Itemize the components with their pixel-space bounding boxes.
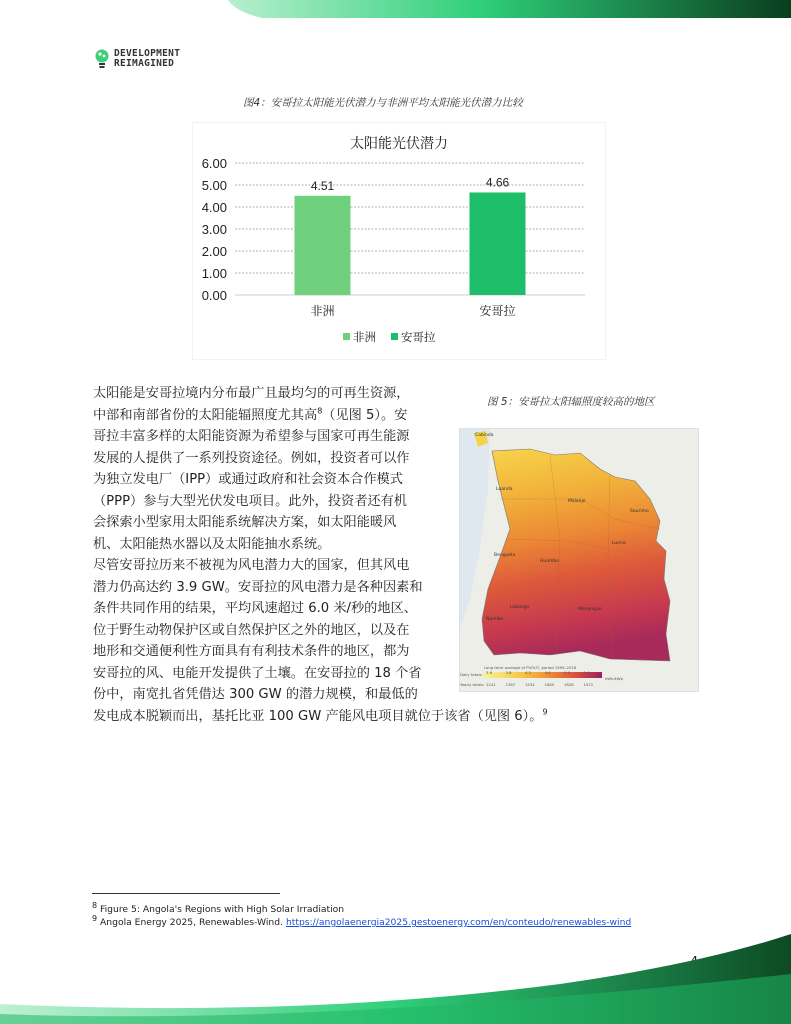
- map-label-luanda: Luanda: [496, 487, 513, 492]
- x-tick-label: 安哥拉: [479, 304, 516, 318]
- map-label-malanje: Malanje: [568, 499, 586, 504]
- footer-swoosh: [0, 934, 791, 1024]
- map-legend-unit: kWh/kWp: [605, 676, 624, 681]
- legend-label: 安哥拉: [401, 330, 436, 344]
- legend-daily-value: 5.4: [583, 670, 590, 675]
- footnote-ref-9[interactable]: 9: [542, 707, 548, 717]
- bar: [295, 196, 351, 295]
- map-label-lubango: Lubango: [510, 605, 530, 610]
- bar: [470, 192, 526, 295]
- y-tick-label: 1.00: [201, 266, 227, 281]
- y-tick-label: 2.00: [201, 244, 227, 259]
- p2-line: 发电成本脱颖而出，基托比亚 100 GW 产能风电项目就位于该省（见图 6）。$^9$: [93, 707, 548, 724]
- p2-line: 位于野生动物保护区或自然保护区之外的地区，以及在: [93, 622, 410, 638]
- map-label-cabinda: Cabinda: [475, 433, 494, 438]
- map-label-saurimo: Saurimo: [630, 509, 649, 514]
- map-label-luena: Luena: [612, 541, 626, 546]
- y-tick-label: 4.00: [201, 200, 227, 215]
- legend-label: 非洲: [353, 330, 376, 344]
- logo-line-1: DEVELOPMENT: [114, 48, 181, 59]
- p2-line: 安哥拉的风、电能开发提供了土壤。在安哥拉的 18 个省: [93, 665, 422, 681]
- legend-yearly-value: 1826: [564, 682, 574, 687]
- logo-line-2: REIMAGINED: [114, 58, 175, 69]
- p2-line: 份中，南宽扎省凭借达 300 GW 的潜力规模，和最低的: [93, 687, 418, 702]
- legend-swatch: [391, 333, 398, 340]
- p2-line: 条件共同作用的结果，平均风速超过 6.0 米/秒的地区、: [93, 601, 417, 616]
- legend-yearly-value: 1534: [525, 682, 535, 687]
- p1-line: 中部和南部省份的太阳能辐照度尤其高$^8$（见图 5）。安: [93, 406, 408, 423]
- p1-line: 机、太阳能热水器以及太阳能抽水系统。: [93, 536, 331, 552]
- x-tick-label: 非洲: [310, 304, 335, 318]
- legend-daily-value: 4.6: [544, 670, 551, 675]
- footnote-divider: [92, 893, 280, 894]
- legend-daily-value: 3.8: [505, 670, 512, 675]
- y-tick-label: 3.00: [201, 222, 227, 237]
- p1-line: 哥拉丰富多样的太阳能资源为希望参与国家可再生能源: [93, 429, 410, 444]
- map-label-namibe: Namibe: [486, 617, 504, 622]
- map-legend-title: Long term average of PVOUT, period 1999–2018: [484, 665, 577, 670]
- footnote-9: $^9$ Angola Energy 2025, Renewables-Wind. https://angolaenergia2025.gestoenergy.com/en/conteudo/renewables-wind: [92, 913, 632, 928]
- legend-daily-value: 4.2: [525, 670, 532, 675]
- bar-chart-svg: [193, 123, 605, 359]
- data-label: 4.51: [310, 178, 335, 193]
- data-label: 4.66: [485, 175, 510, 190]
- p1-line: 会探索小型家用太阳能系统解决方案，如太阳能暖风: [93, 515, 397, 530]
- map-label-benguela: Benguela: [494, 553, 516, 558]
- map-label-menongue: Menongue: [578, 607, 602, 612]
- lightbulb-icon: [94, 48, 110, 70]
- p2-line: 尽管安哥拉历来不被视为风电潜力大的国家，但其风电: [93, 558, 410, 573]
- legend-yearly-value: 1387: [505, 682, 516, 687]
- figure5-caption: 图 5：安哥拉太阳辐照度较高的地区: [487, 396, 655, 408]
- y-tick-label: 6.00: [201, 156, 227, 171]
- paragraph-solar: [93, 383, 445, 555]
- footnote-ref-8[interactable]: 8: [317, 406, 323, 416]
- map-legend-daily-label: Daily totals:: [460, 672, 483, 677]
- y-tick-label: 0.00: [201, 288, 227, 303]
- footnote-8: $^8$ Figure 5: Angola's Regions with High Solar Irradiation: [92, 900, 345, 915]
- p1-line: 为独立发电厂（IPP）或通过政府和社会资本合作模式: [93, 472, 403, 487]
- legend-yearly-value: 1972: [583, 682, 594, 687]
- footnote-9-link[interactable]: https://angolaenergia2025.gestoenergy.com/en/conteudo/renewables-wind: [285, 917, 632, 928]
- map-legend-yearly-label: Yearly totals:: [460, 682, 485, 687]
- chart-title: 太阳能光伏潜力: [350, 136, 448, 152]
- p1-line: （PPP）参与大型光伏发电项目。此外，投资者还有机: [93, 493, 407, 509]
- legend-daily-value: 5.0: [564, 670, 571, 675]
- legend-yearly-value: 1680: [544, 682, 555, 687]
- legend-yearly-value: 1241: [486, 682, 496, 687]
- p2-line: 潜力仍高达约 3.9 GW。安哥拉的风电潜力是各种因素和: [93, 579, 423, 595]
- figure4-caption: 图4：安哥拉太阳能光伏潜力与非洲平均太阳能光伏潜力比较: [243, 97, 523, 109]
- map-label-huambo: Huambo: [540, 559, 559, 564]
- solar-pv-potential-chart: [192, 122, 606, 360]
- legend-swatch: [343, 333, 350, 340]
- p2-line: 地形和交通便利性方面具有有利技术条件的地区，都为: [93, 644, 410, 659]
- y-tick-label: 5.00: [201, 178, 227, 193]
- p1-line: 太阳能是安哥拉境内分布最广且最均匀的可再生资源，: [93, 386, 410, 401]
- paragraph-wind: [93, 555, 693, 727]
- legend-daily-value: 3.6: [486, 670, 493, 675]
- p1-line: 发展的人提供了一系列投资途径。例如，投资者可以作: [93, 450, 410, 466]
- development-reimagined-logo: [94, 48, 180, 70]
- header-swoosh: [0, 0, 791, 22]
